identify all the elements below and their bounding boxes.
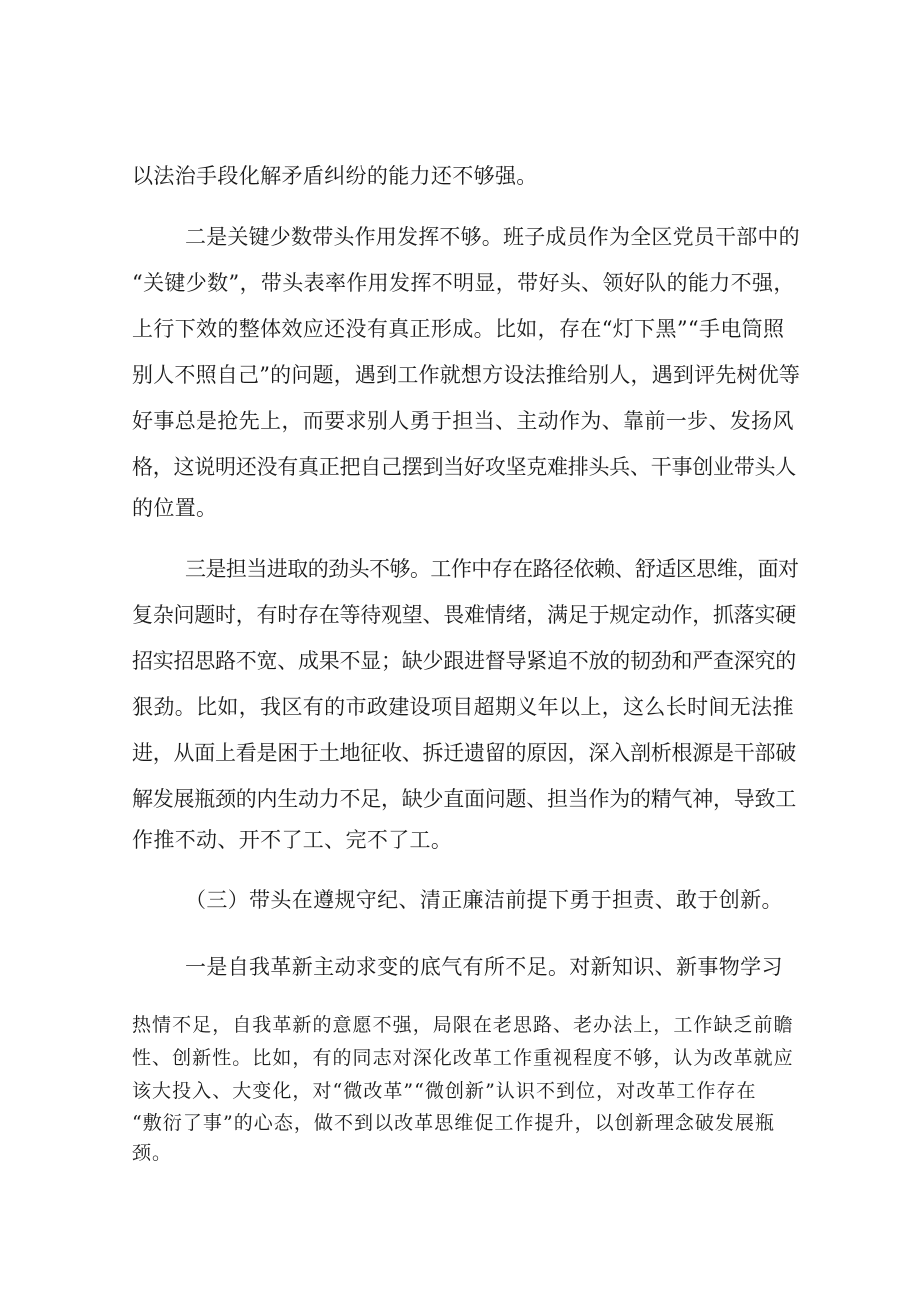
para-3-line-2: 复杂问题时，有时存在等待观望、畏难情绪，满足于规定动作，抓落实硬: [132, 603, 796, 627]
para-2-line-2: “关键少数”，带头表率作用发挥不明显，带好头、领好队的能力不强，: [132, 271, 795, 295]
para-1-line-1: 以法治手段化解矛盾纠纷的能力还不够强。: [132, 164, 538, 188]
para-2-line-5: 好事总是抢先上，而要求别人勇于担当、主动作为、靠前一步、发扬风: [132, 409, 794, 433]
para-4-line-5: “敷衍了事”的心态，做不到以改革思维促工作提升，以创新理念破发展瓶: [132, 1112, 776, 1134]
para-3-line-3: 招实招思路不宽、成果不显；缺少跟进督导紧追不放的韧劲和严查深究的: [132, 649, 796, 673]
para-2-line-7: 的位置。: [132, 496, 218, 520]
para-4-line-6: 颈。: [132, 1142, 173, 1164]
para-2-line-3: 上行下效的整体效应还没有真正形成。比如，存在“灯下黑”“手电筒照: [132, 317, 785, 341]
para-2-line-6: 格，这说明还没有真正把自己摆到当好攻坚克难排头兵、干事创业带头人: [132, 455, 796, 479]
para-2-line-4: 别人不照自己”的问题，遇到工作就想方设法推给别人，遇到评先树优等: [132, 363, 801, 387]
section-heading: （三）带头在遵规守纪、清正廉洁前提下勇于担责、敢于创新。: [185, 888, 783, 912]
para-4-line-4: 该大投入、大变化，对“微改革”“微创新”认识不到位，对改革工作存在: [132, 1080, 757, 1102]
para-4-line-2: 热情不足，自我革新的意愿不强，局限在老思路、老办法上，工作缺乏前瞻: [132, 1014, 794, 1036]
para-3-line-5: 进，从面上看是困于土地征收、拆迁遗留的原因，深入剖析根源是干部破: [132, 741, 796, 765]
para-2-line-1: 二是关键少数带头作用发挥不够。班子成员作为全区党员干部中的: [185, 225, 800, 249]
para-3-line-4: 狠劲。比如，我区有的市政建设项目超期义年以上，这么长时间无法推: [132, 695, 794, 719]
para-3-line-7: 作推不动、开不了工、完不了工。: [132, 828, 453, 852]
para-3-line-1: 三是担当进取的劲头不够。工作中存在路径依赖、舒适区思维，面对: [185, 557, 799, 581]
para-3-line-6: 解发展瓶颈的内生动力不足，缺少直面问题、担当作为的精气神，导致工: [132, 787, 796, 811]
para-4-line-3: 性、创新性。比如，有的同志对深化改革工作重视程度不够，认为改革就应: [132, 1047, 794, 1069]
para-4-line-1: 一是自我革新主动求变的底气有所不足。对新知识、新事物学习: [185, 955, 783, 979]
